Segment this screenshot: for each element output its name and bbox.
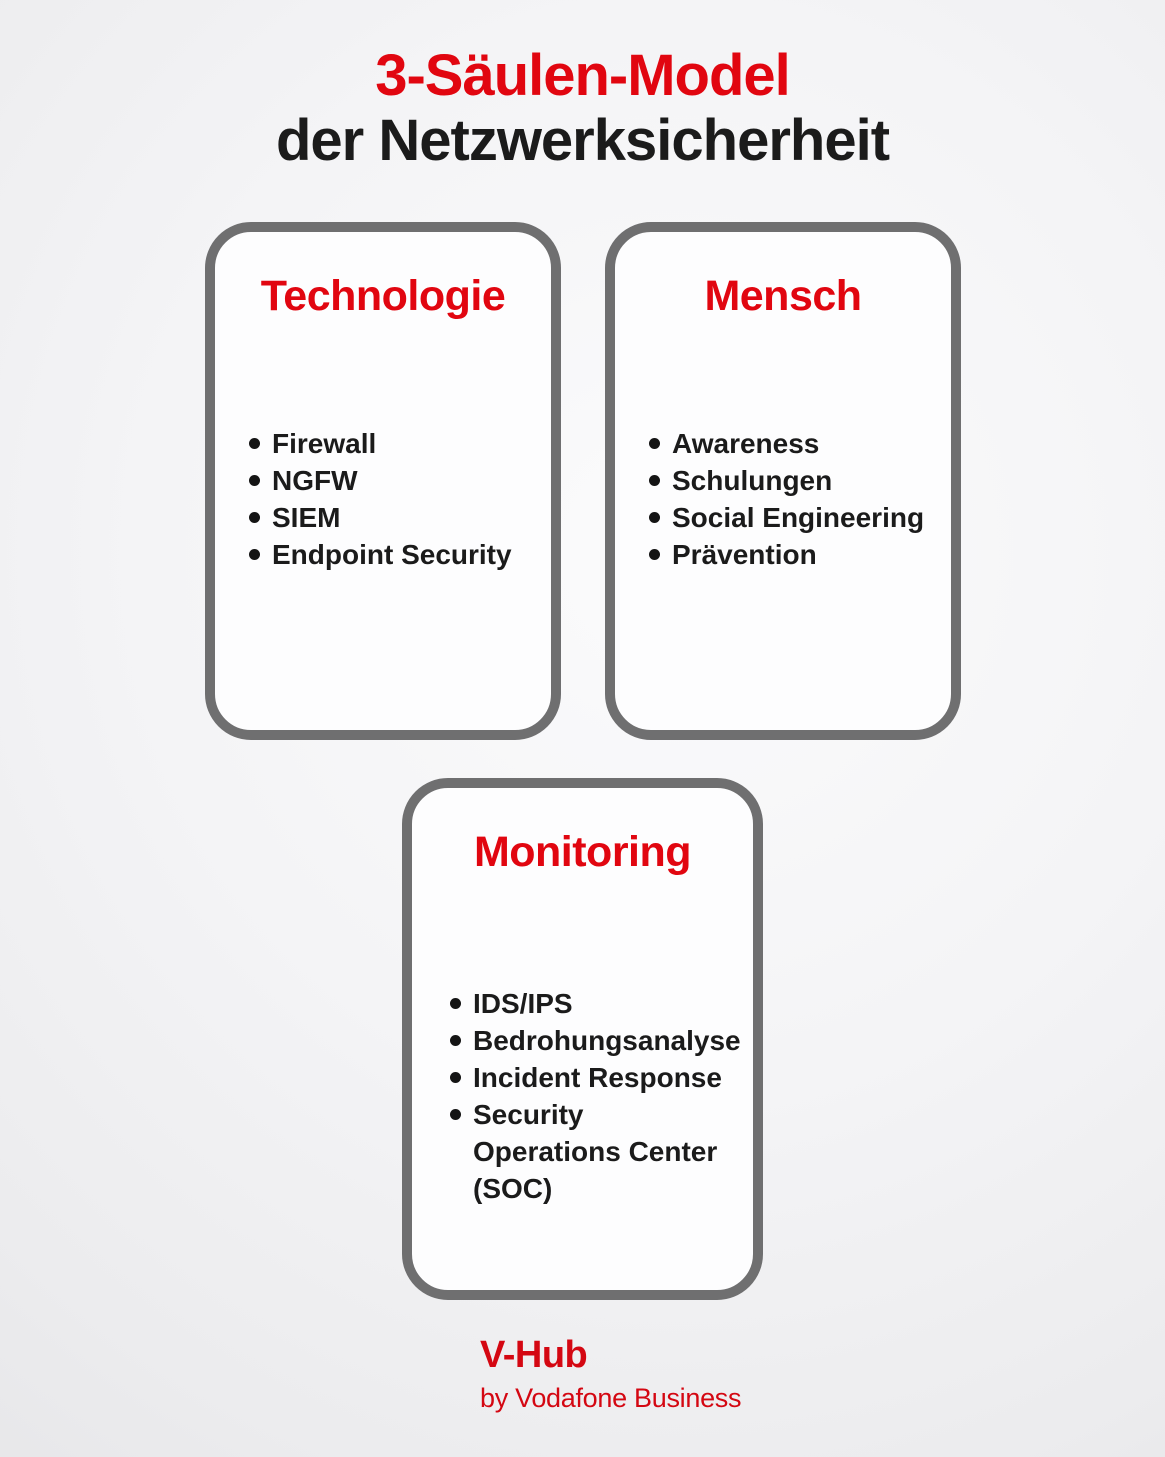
list-item xyxy=(649,462,935,499)
list-item xyxy=(450,1096,737,1207)
bullet-icon xyxy=(649,549,660,560)
card-mensch xyxy=(605,222,961,740)
bullet-icon xyxy=(450,1109,461,1120)
list-item xyxy=(249,536,535,573)
list-item-label: Firewall xyxy=(272,428,377,459)
card-monitoring-list xyxy=(450,985,741,1207)
list-item xyxy=(450,985,737,1022)
list-item-label: SIEM xyxy=(272,502,341,533)
card-technologie-list xyxy=(249,425,535,573)
card-mensch-title: Mensch xyxy=(704,272,862,320)
bullet-icon xyxy=(249,549,260,560)
page-title xyxy=(0,44,1165,174)
card-monitoring xyxy=(402,778,763,1300)
list-item xyxy=(649,425,935,462)
list-item-label: Bedrohungsanalyse xyxy=(473,1025,741,1056)
bullet-icon xyxy=(249,512,260,523)
bullet-icon xyxy=(450,998,461,1009)
brand-footer xyxy=(480,1334,741,1414)
list-item-label: Awareness xyxy=(672,428,820,459)
list-item-label: Social Engineering xyxy=(672,502,925,533)
list-item-label: IDS/IPS xyxy=(473,988,573,1019)
bullet-icon xyxy=(249,475,260,486)
card-mensch-list xyxy=(649,425,935,573)
list-item-label: Security Operations Center (SOC) xyxy=(473,1099,718,1204)
bullet-icon xyxy=(649,475,660,486)
list-item-label: Schulungen xyxy=(672,465,833,496)
list-item-label: NGFW xyxy=(272,465,358,496)
page-title-line1: 3-Säulen-Model xyxy=(375,43,790,108)
vhub-logo-subtitle: by Vodafone Business xyxy=(480,1383,742,1413)
vhub-logo: V-Hub xyxy=(480,1334,588,1376)
bullet-icon xyxy=(450,1072,461,1083)
list-item xyxy=(649,499,935,536)
bullet-icon xyxy=(450,1035,461,1046)
list-item-label: Endpoint Security xyxy=(272,539,512,570)
bullet-icon xyxy=(649,512,660,523)
list-item xyxy=(249,499,535,536)
page-title-line2: der Netzwerksicherheit xyxy=(275,107,890,173)
list-item-label: Prävention xyxy=(672,539,817,570)
bullet-icon xyxy=(649,438,660,449)
list-item xyxy=(649,536,935,573)
list-item xyxy=(249,425,535,462)
list-item xyxy=(450,1059,737,1096)
list-item xyxy=(450,1022,741,1059)
card-technologie xyxy=(205,222,561,740)
list-item xyxy=(249,462,535,499)
card-monitoring-title: Monitoring xyxy=(473,828,692,876)
card-technologie-title: Technologie xyxy=(260,272,506,320)
list-item-label: Incident Response xyxy=(473,1062,722,1093)
bullet-icon xyxy=(249,438,260,449)
